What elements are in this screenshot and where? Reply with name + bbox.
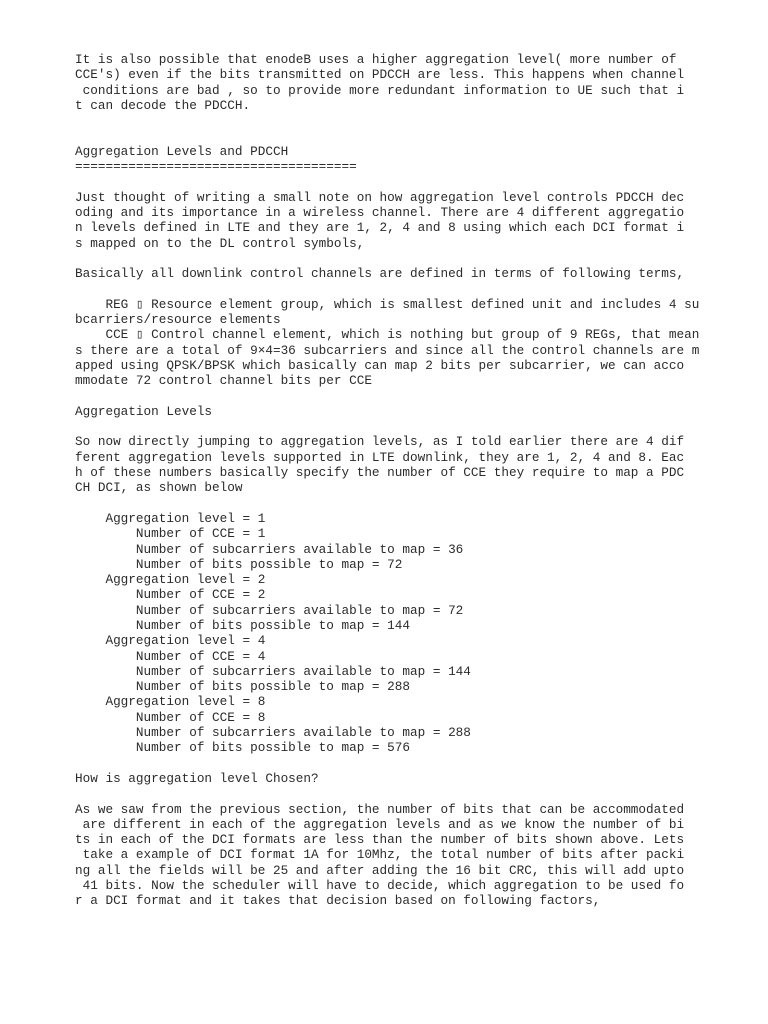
blank-line	[75, 389, 755, 404]
text-line: Number of CCE = 8	[75, 709, 266, 725]
text-line: Number of CCE = 2	[75, 587, 266, 603]
text-line: Number of CCE = 1	[75, 526, 266, 542]
blank-line	[75, 419, 755, 434]
text-line: CCE's) even if the bits transmitted on PDCCH are less. This happens when channel	[75, 67, 685, 83]
text-line: Basically all downlink control channels are defined in terms of following terms,	[75, 266, 685, 282]
text-line: ferent aggregation levels supported in LTE downlink, they are 1, 2, 4 and 8. Eac	[75, 449, 685, 465]
text-line: Aggregation level = 4	[75, 633, 266, 649]
text-line: Number of bits possible to map = 72	[75, 556, 403, 572]
document-body	[75, 52, 755, 909]
blank-line	[75, 174, 755, 189]
text-line: Aggregation Levels	[75, 403, 213, 419]
text-line: Number of CCE = 4	[75, 648, 266, 664]
text-line: Number of subcarriers available to map = 72	[75, 602, 464, 618]
text-line: Aggregation level = 8	[75, 694, 266, 710]
blank-line	[75, 496, 755, 511]
text-line: CH DCI, as shown below	[75, 480, 243, 496]
text-line: oding and its importance in a wireless channel. There are 4 different aggregatio	[75, 204, 685, 220]
blank-line	[75, 281, 755, 296]
text-line: mmodate 72 control channel bits per CCE	[75, 373, 372, 389]
text-line: =====================================	[75, 159, 357, 175]
text-line: Number of bits possible to map = 576	[75, 740, 411, 756]
text-line: r a DCI format and it takes that decision based on following factors,	[75, 893, 601, 909]
text-line: apped using QPSK/BPSK which basically can map 2 bits per subcarrier, we can acco	[75, 357, 685, 373]
text-line: ng all the fields will be 25 and after adding the 16 bit CRC, this will add upto	[75, 862, 685, 878]
text-line: take a example of DCI format 1A for 10Mhz, the total number of bits after packi	[75, 847, 685, 863]
text-line: h of these numbers basically specify the number of CCE they require to map a PDC	[75, 465, 685, 481]
text-line: Number of subcarriers available to map = 144	[75, 663, 471, 679]
text-line: Number of subcarriers available to map = 36	[75, 541, 464, 557]
text-line: are different in each of the aggregation levels and as we know the number of bi	[75, 816, 685, 832]
text-line: s there are a total of 9×4=36 subcarriers and since all the control channels are m	[75, 342, 700, 358]
text-line: Number of bits possible to map = 288	[75, 679, 411, 695]
text-line: Number of bits possible to map = 144	[75, 617, 411, 633]
text-line: It is also possible that enodeB uses a higher aggregation level( more number of	[75, 52, 677, 67]
text-line: Just thought of writing a small note on how aggregation level controls PDCCH dec	[75, 189, 685, 205]
text-line: REG ▯ Resource element group, which is smallest defined unit and includes 4 su	[75, 296, 700, 312]
text-line: Aggregation level = 2	[75, 572, 266, 588]
text-line: 41 bits. Now the scheduler will have to decide, which aggregation to be used fo	[75, 878, 685, 894]
text-line: So now directly jumping to aggregation levels, as I told earlier there are 4 dif	[75, 434, 685, 450]
blank-line	[75, 786, 755, 801]
text-line: n levels defined in LTE and they are 1, 2, 4 and 8 using which each DCI format i	[75, 220, 685, 236]
text-line: CCE ▯ Control channel element, which is nothing but group of 9 REGs, that mean	[75, 327, 700, 343]
text-line: bcarriers/resource elements	[75, 312, 281, 328]
text-line: conditions are bad , so to provide more redundant information to UE such that i	[75, 82, 685, 98]
text-line: How is aggregation level Chosen?	[75, 770, 319, 786]
blank-line	[75, 756, 755, 771]
blank-line	[75, 128, 755, 143]
text-line: As we saw from the previous section, the number of bits that can be accommodated	[75, 801, 685, 817]
blank-line	[75, 113, 755, 128]
text-line: Aggregation level = 1	[75, 510, 266, 526]
text-line: Aggregation Levels and PDCCH	[75, 143, 289, 159]
text-line: ts in each of the DCI formats are less than the number of bits shown above. Lets	[75, 832, 685, 848]
text-line: t can decode the PDCCH.	[75, 97, 251, 113]
text-line: Number of subcarriers available to map = 288	[75, 725, 471, 741]
blank-line	[75, 251, 755, 266]
text-line: s mapped on to the DL control symbols,	[75, 235, 365, 251]
